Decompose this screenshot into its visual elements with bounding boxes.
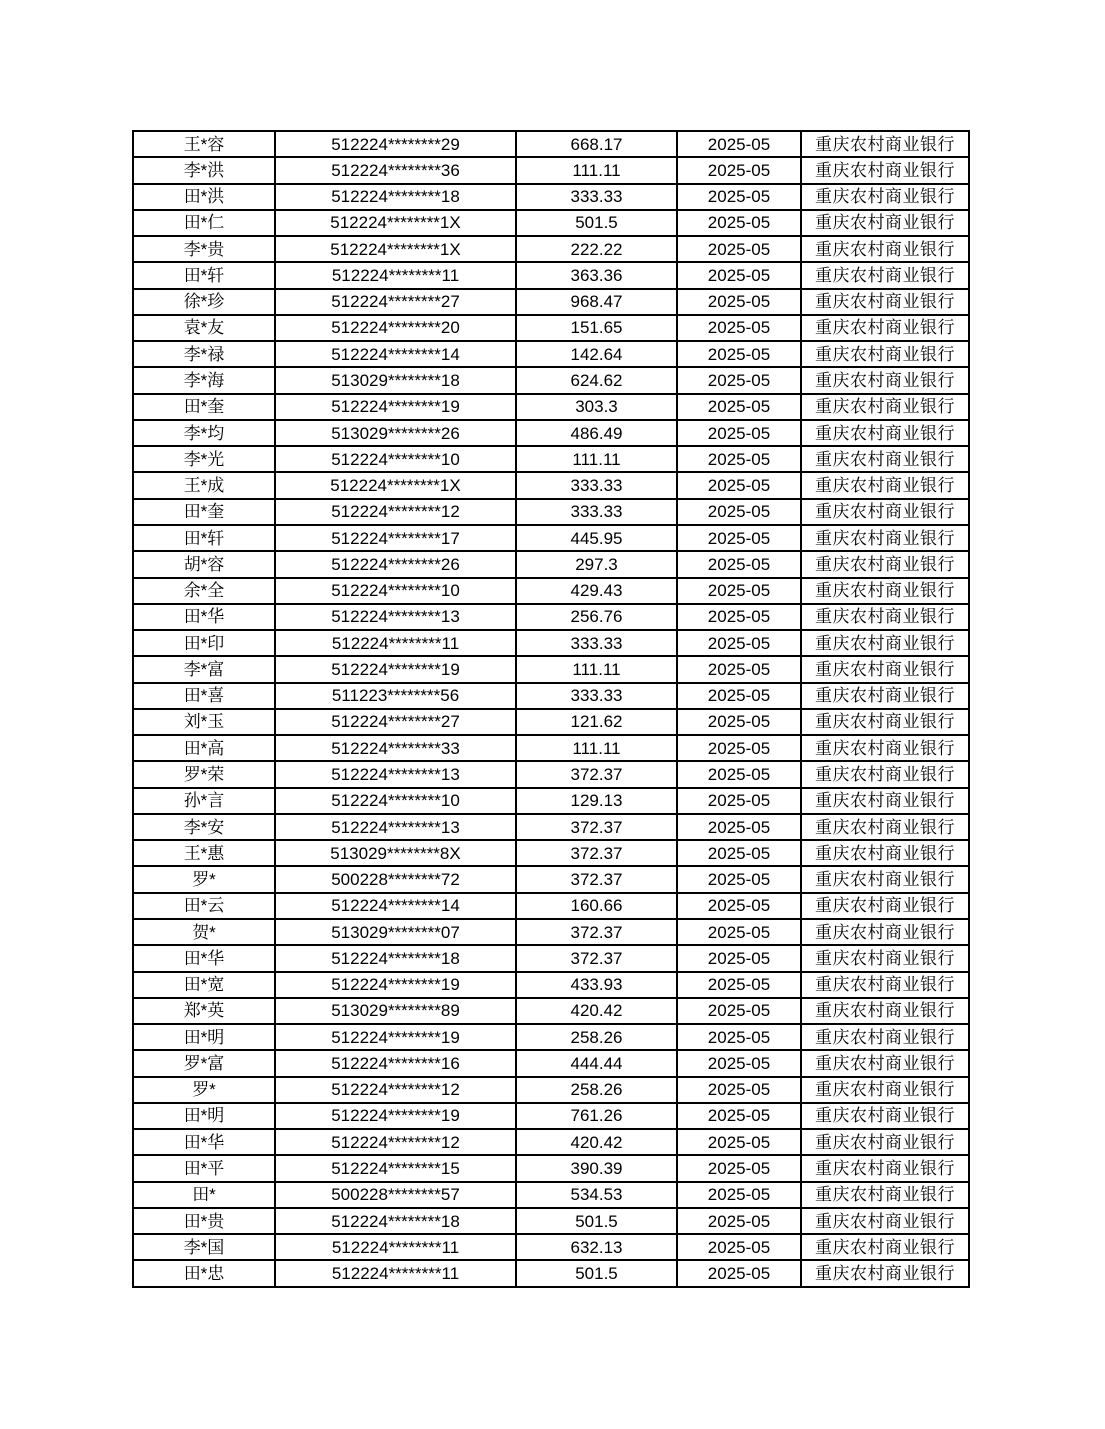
cell-bank: 重庆农村商业银行 xyxy=(801,709,969,735)
cell-id_number: 511223********56 xyxy=(275,683,516,709)
cell-id_number: 512224********1X xyxy=(275,236,516,262)
cell-name: 田*明 xyxy=(133,1103,275,1129)
cell-id_number: 512224********19 xyxy=(275,972,516,998)
cell-id_number: 512224********20 xyxy=(275,315,516,341)
table-row xyxy=(133,604,969,630)
table-row xyxy=(133,998,969,1024)
table-row xyxy=(133,578,969,604)
cell-amount: 129.13 xyxy=(516,788,677,814)
cell-name: 李*贵 xyxy=(133,236,275,262)
cell-name: 王*惠 xyxy=(133,840,275,866)
cell-amount: 160.66 xyxy=(516,893,677,919)
cell-month: 2025-05 xyxy=(677,972,801,998)
table-row xyxy=(133,210,969,236)
cell-amount: 668.17 xyxy=(516,131,677,157)
cell-name: 郑*英 xyxy=(133,998,275,1024)
table-body xyxy=(133,131,969,1287)
cell-month: 2025-05 xyxy=(677,315,801,341)
cell-name: 田*华 xyxy=(133,1129,275,1155)
cell-amount: 333.33 xyxy=(516,184,677,210)
cell-name: 田*仁 xyxy=(133,210,275,236)
table-row xyxy=(133,420,969,446)
table-row xyxy=(133,1024,969,1050)
table-row xyxy=(133,236,969,262)
cell-bank: 重庆农村商业银行 xyxy=(801,184,969,210)
cell-amount: 433.93 xyxy=(516,972,677,998)
cell-bank: 重庆农村商业银行 xyxy=(801,367,969,393)
cell-id_number: 512224********33 xyxy=(275,735,516,761)
table-row xyxy=(133,1208,969,1234)
table-row xyxy=(133,157,969,183)
cell-name: 田*喜 xyxy=(133,683,275,709)
cell-name: 罗* xyxy=(133,866,275,892)
cell-month: 2025-05 xyxy=(677,1182,801,1208)
cell-amount: 111.11 xyxy=(516,735,677,761)
cell-amount: 256.76 xyxy=(516,604,677,630)
cell-bank: 重庆农村商业银行 xyxy=(801,499,969,525)
cell-name: 王*成 xyxy=(133,472,275,498)
table-row xyxy=(133,1103,969,1129)
cell-amount: 968.47 xyxy=(516,289,677,315)
cell-bank: 重庆农村商业银行 xyxy=(801,1024,969,1050)
cell-id_number: 513029********89 xyxy=(275,998,516,1024)
cell-bank: 重庆农村商业银行 xyxy=(801,1050,969,1076)
cell-bank: 重庆农村商业银行 xyxy=(801,578,969,604)
cell-bank: 重庆农村商业银行 xyxy=(801,1182,969,1208)
cell-amount: 333.33 xyxy=(516,499,677,525)
cell-amount: 222.22 xyxy=(516,236,677,262)
cell-amount: 445.95 xyxy=(516,525,677,551)
cell-bank: 重庆农村商业银行 xyxy=(801,1077,969,1103)
table-row xyxy=(133,814,969,840)
cell-id_number: 512224********19 xyxy=(275,1024,516,1050)
table-row xyxy=(133,184,969,210)
cell-bank: 重庆农村商业银行 xyxy=(801,236,969,262)
cell-bank: 重庆农村商业银行 xyxy=(801,446,969,472)
cell-amount: 333.33 xyxy=(516,472,677,498)
cell-amount: 444.44 xyxy=(516,1050,677,1076)
cell-name: 田*宽 xyxy=(133,972,275,998)
cell-bank: 重庆农村商业银行 xyxy=(801,972,969,998)
cell-name: 罗* xyxy=(133,1077,275,1103)
cell-name: 田*奎 xyxy=(133,499,275,525)
cell-bank: 重庆农村商业银行 xyxy=(801,893,969,919)
cell-name: 袁*友 xyxy=(133,315,275,341)
cell-month: 2025-05 xyxy=(677,210,801,236)
cell-id_number: 512224********16 xyxy=(275,1050,516,1076)
table-row xyxy=(133,1260,969,1287)
cell-id_number: 512224********18 xyxy=(275,1208,516,1234)
cell-amount: 111.11 xyxy=(516,656,677,682)
cell-amount: 390.39 xyxy=(516,1155,677,1181)
cell-month: 2025-05 xyxy=(677,341,801,367)
cell-name: 李*光 xyxy=(133,446,275,472)
table-row xyxy=(133,131,969,157)
cell-month: 2025-05 xyxy=(677,157,801,183)
table-row xyxy=(133,1077,969,1103)
cell-month: 2025-05 xyxy=(677,656,801,682)
cell-id_number: 512224********12 xyxy=(275,499,516,525)
cell-bank: 重庆农村商业银行 xyxy=(801,630,969,656)
cell-name: 李*国 xyxy=(133,1234,275,1260)
table-row xyxy=(133,972,969,998)
cell-id_number: 512224********15 xyxy=(275,1155,516,1181)
cell-amount: 486.49 xyxy=(516,420,677,446)
cell-id_number: 512224********12 xyxy=(275,1129,516,1155)
cell-id_number: 512224********14 xyxy=(275,893,516,919)
cell-amount: 632.13 xyxy=(516,1234,677,1260)
cell-bank: 重庆农村商业银行 xyxy=(801,604,969,630)
cell-name: 田*贵 xyxy=(133,1208,275,1234)
cell-month: 2025-05 xyxy=(677,367,801,393)
table-row xyxy=(133,840,969,866)
cell-month: 2025-05 xyxy=(677,262,801,288)
table-row xyxy=(133,1234,969,1260)
cell-month: 2025-05 xyxy=(677,604,801,630)
cell-id_number: 512224********11 xyxy=(275,1260,516,1287)
cell-id_number: 512224********18 xyxy=(275,945,516,971)
cell-id_number: 512224********13 xyxy=(275,761,516,787)
cell-amount: 303.3 xyxy=(516,394,677,420)
table-row xyxy=(133,866,969,892)
cell-bank: 重庆农村商业银行 xyxy=(801,761,969,787)
cell-amount: 372.37 xyxy=(516,840,677,866)
cell-month: 2025-05 xyxy=(677,866,801,892)
cell-amount: 501.5 xyxy=(516,1208,677,1234)
cell-month: 2025-05 xyxy=(677,1260,801,1287)
table-row xyxy=(133,1050,969,1076)
cell-id_number: 512224********36 xyxy=(275,157,516,183)
cell-amount: 372.37 xyxy=(516,919,677,945)
cell-id_number: 500228********72 xyxy=(275,866,516,892)
cell-month: 2025-05 xyxy=(677,630,801,656)
cell-name: 罗*荣 xyxy=(133,761,275,787)
cell-month: 2025-05 xyxy=(677,578,801,604)
cell-bank: 重庆农村商业银行 xyxy=(801,998,969,1024)
table-row xyxy=(133,446,969,472)
cell-bank: 重庆农村商业银行 xyxy=(801,840,969,866)
table-row xyxy=(133,735,969,761)
cell-id_number: 512224********27 xyxy=(275,289,516,315)
cell-bank: 重庆农村商业银行 xyxy=(801,919,969,945)
cell-month: 2025-05 xyxy=(677,945,801,971)
cell-amount: 121.62 xyxy=(516,709,677,735)
cell-name: 李*禄 xyxy=(133,341,275,367)
cell-id_number: 513029********26 xyxy=(275,420,516,446)
cell-name: 余*全 xyxy=(133,578,275,604)
cell-id_number: 512224********19 xyxy=(275,1103,516,1129)
cell-id_number: 512224********13 xyxy=(275,814,516,840)
cell-name: 田*明 xyxy=(133,1024,275,1050)
table-row xyxy=(133,683,969,709)
cell-amount: 761.26 xyxy=(516,1103,677,1129)
cell-month: 2025-05 xyxy=(677,919,801,945)
cell-month: 2025-05 xyxy=(677,446,801,472)
cell-amount: 333.33 xyxy=(516,630,677,656)
cell-month: 2025-05 xyxy=(677,472,801,498)
cell-bank: 重庆农村商业银行 xyxy=(801,866,969,892)
cell-bank: 重庆农村商业银行 xyxy=(801,315,969,341)
table-row xyxy=(133,656,969,682)
cell-bank: 重庆农村商业银行 xyxy=(801,1103,969,1129)
cell-id_number: 513029********18 xyxy=(275,367,516,393)
cell-name: 孙*言 xyxy=(133,788,275,814)
cell-amount: 363.36 xyxy=(516,262,677,288)
cell-amount: 333.33 xyxy=(516,683,677,709)
cell-bank: 重庆农村商业银行 xyxy=(801,394,969,420)
cell-name: 李*均 xyxy=(133,420,275,446)
cell-id_number: 512224********11 xyxy=(275,630,516,656)
cell-name: 李*海 xyxy=(133,367,275,393)
table-row xyxy=(133,551,969,577)
cell-amount: 501.5 xyxy=(516,1260,677,1287)
cell-month: 2025-05 xyxy=(677,1077,801,1103)
cell-bank: 重庆农村商业银行 xyxy=(801,131,969,157)
cell-name: 田*华 xyxy=(133,604,275,630)
cell-bank: 重庆农村商业银行 xyxy=(801,210,969,236)
table-row xyxy=(133,945,969,971)
cell-id_number: 512224********10 xyxy=(275,578,516,604)
cell-id_number: 513029********8X xyxy=(275,840,516,866)
cell-amount: 372.37 xyxy=(516,866,677,892)
cell-name: 田*高 xyxy=(133,735,275,761)
table-row xyxy=(133,262,969,288)
cell-month: 2025-05 xyxy=(677,499,801,525)
cell-name: 贺* xyxy=(133,919,275,945)
cell-id_number: 513029********07 xyxy=(275,919,516,945)
payment-table xyxy=(132,130,970,1288)
cell-name: 田* xyxy=(133,1182,275,1208)
table-row xyxy=(133,472,969,498)
cell-month: 2025-05 xyxy=(677,735,801,761)
cell-id_number: 512224********11 xyxy=(275,262,516,288)
table-row xyxy=(133,630,969,656)
cell-id_number: 512224********19 xyxy=(275,394,516,420)
cell-month: 2025-05 xyxy=(677,394,801,420)
table-row xyxy=(133,394,969,420)
table-row xyxy=(133,893,969,919)
cell-month: 2025-05 xyxy=(677,551,801,577)
table-row xyxy=(133,525,969,551)
cell-amount: 372.37 xyxy=(516,814,677,840)
cell-bank: 重庆农村商业银行 xyxy=(801,814,969,840)
table-row xyxy=(133,1129,969,1155)
cell-bank: 重庆农村商业银行 xyxy=(801,420,969,446)
cell-id_number: 512224********13 xyxy=(275,604,516,630)
cell-name: 徐*珍 xyxy=(133,289,275,315)
cell-name: 田*云 xyxy=(133,893,275,919)
cell-id_number: 512224********19 xyxy=(275,656,516,682)
cell-bank: 重庆农村商业银行 xyxy=(801,341,969,367)
cell-bank: 重庆农村商业银行 xyxy=(801,157,969,183)
table-row xyxy=(133,499,969,525)
table-row xyxy=(133,919,969,945)
cell-amount: 372.37 xyxy=(516,945,677,971)
cell-amount: 624.62 xyxy=(516,367,677,393)
cell-id_number: 512224********10 xyxy=(275,446,516,472)
cell-month: 2025-05 xyxy=(677,761,801,787)
cell-month: 2025-05 xyxy=(677,814,801,840)
cell-month: 2025-05 xyxy=(677,893,801,919)
cell-month: 2025-05 xyxy=(677,236,801,262)
cell-month: 2025-05 xyxy=(677,1050,801,1076)
cell-month: 2025-05 xyxy=(677,1103,801,1129)
cell-bank: 重庆农村商业银行 xyxy=(801,788,969,814)
table-row xyxy=(133,367,969,393)
cell-month: 2025-05 xyxy=(677,525,801,551)
cell-id_number: 512224********18 xyxy=(275,184,516,210)
cell-id_number: 512224********11 xyxy=(275,1234,516,1260)
cell-name: 田*轩 xyxy=(133,525,275,551)
cell-amount: 420.42 xyxy=(516,998,677,1024)
cell-month: 2025-05 xyxy=(677,683,801,709)
cell-amount: 142.64 xyxy=(516,341,677,367)
cell-bank: 重庆农村商业银行 xyxy=(801,472,969,498)
cell-name: 田*洪 xyxy=(133,184,275,210)
table-row xyxy=(133,289,969,315)
cell-name: 田*平 xyxy=(133,1155,275,1181)
cell-name: 田*印 xyxy=(133,630,275,656)
cell-id_number: 512224********1X xyxy=(275,472,516,498)
table-row xyxy=(133,341,969,367)
cell-amount: 258.26 xyxy=(516,1024,677,1050)
cell-bank: 重庆农村商业银行 xyxy=(801,551,969,577)
cell-bank: 重庆农村商业银行 xyxy=(801,262,969,288)
cell-bank: 重庆农村商业银行 xyxy=(801,1208,969,1234)
cell-bank: 重庆农村商业银行 xyxy=(801,1155,969,1181)
cell-month: 2025-05 xyxy=(677,420,801,446)
cell-amount: 501.5 xyxy=(516,210,677,236)
cell-month: 2025-05 xyxy=(677,184,801,210)
cell-bank: 重庆农村商业银行 xyxy=(801,1129,969,1155)
cell-name: 刘*玉 xyxy=(133,709,275,735)
cell-bank: 重庆农村商业银行 xyxy=(801,525,969,551)
table-row xyxy=(133,1155,969,1181)
cell-month: 2025-05 xyxy=(677,1155,801,1181)
cell-id_number: 512224********1X xyxy=(275,210,516,236)
cell-id_number: 512224********12 xyxy=(275,1077,516,1103)
cell-name: 田*轩 xyxy=(133,262,275,288)
table-row xyxy=(133,1182,969,1208)
table-row xyxy=(133,709,969,735)
cell-amount: 297.3 xyxy=(516,551,677,577)
cell-month: 2025-05 xyxy=(677,1234,801,1260)
cell-id_number: 512224********27 xyxy=(275,709,516,735)
cell-name: 李*安 xyxy=(133,814,275,840)
cell-month: 2025-05 xyxy=(677,1208,801,1234)
cell-name: 田*奎 xyxy=(133,394,275,420)
cell-amount: 372.37 xyxy=(516,761,677,787)
cell-bank: 重庆农村商业银行 xyxy=(801,1234,969,1260)
cell-id_number: 512224********26 xyxy=(275,551,516,577)
cell-bank: 重庆农村商业银行 xyxy=(801,1260,969,1287)
table-row xyxy=(133,315,969,341)
cell-name: 王*容 xyxy=(133,131,275,157)
cell-name: 李*洪 xyxy=(133,157,275,183)
table-row xyxy=(133,761,969,787)
cell-month: 2025-05 xyxy=(677,840,801,866)
cell-amount: 429.43 xyxy=(516,578,677,604)
cell-name: 罗*富 xyxy=(133,1050,275,1076)
cell-name: 田*忠 xyxy=(133,1260,275,1287)
cell-id_number: 512224********10 xyxy=(275,788,516,814)
cell-id_number: 512224********17 xyxy=(275,525,516,551)
cell-month: 2025-05 xyxy=(677,998,801,1024)
cell-month: 2025-05 xyxy=(677,788,801,814)
cell-bank: 重庆农村商业银行 xyxy=(801,656,969,682)
cell-amount: 258.26 xyxy=(516,1077,677,1103)
cell-amount: 111.11 xyxy=(516,157,677,183)
cell-id_number: 512224********29 xyxy=(275,131,516,157)
cell-name: 李*富 xyxy=(133,656,275,682)
cell-month: 2025-05 xyxy=(677,1129,801,1155)
cell-bank: 重庆农村商业银行 xyxy=(801,735,969,761)
cell-month: 2025-05 xyxy=(677,131,801,157)
cell-name: 胡*容 xyxy=(133,551,275,577)
cell-month: 2025-05 xyxy=(677,1024,801,1050)
cell-amount: 420.42 xyxy=(516,1129,677,1155)
cell-amount: 534.53 xyxy=(516,1182,677,1208)
cell-amount: 151.65 xyxy=(516,315,677,341)
cell-bank: 重庆农村商业银行 xyxy=(801,945,969,971)
cell-month: 2025-05 xyxy=(677,289,801,315)
cell-id_number: 512224********14 xyxy=(275,341,516,367)
cell-name: 田*华 xyxy=(133,945,275,971)
table-row xyxy=(133,788,969,814)
cell-bank: 重庆农村商业银行 xyxy=(801,289,969,315)
cell-bank: 重庆农村商业银行 xyxy=(801,683,969,709)
cell-amount: 111.11 xyxy=(516,446,677,472)
cell-month: 2025-05 xyxy=(677,709,801,735)
cell-id_number: 500228********57 xyxy=(275,1182,516,1208)
